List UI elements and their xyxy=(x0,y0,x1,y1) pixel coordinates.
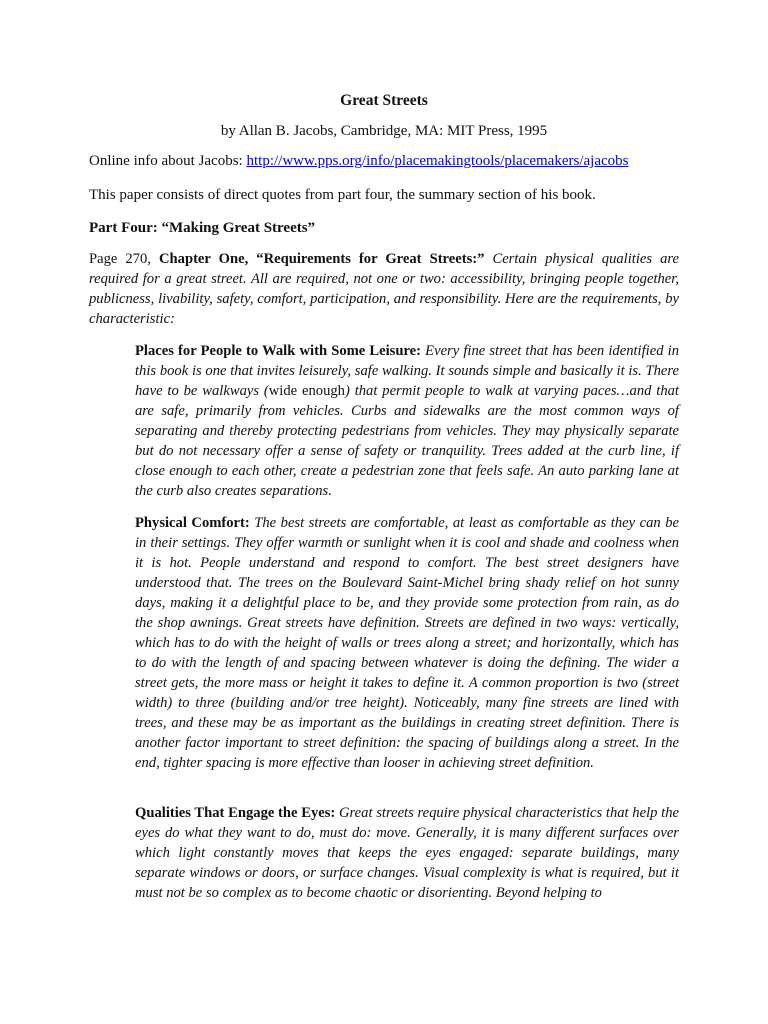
chapter-text: Certain physical qualities are required for a great street. All are required, not one or two: accessibility, bringing people together, publicness, livability, safety, comfort, participation, and responsibility. Here are the requirements, by characteristic: xyxy=(89,251,679,327)
page-reference: Page 270, xyxy=(89,251,159,267)
section-text: Every fine street that has been identified in this book is one that invites leisurely, safe walking. It sounds simple and basically it is. There have to be walkways ( xyxy=(135,343,679,399)
jacobs-info-link[interactable]: http://www.pps.org/info/placemakingtools/placemakers/ajacobs xyxy=(246,153,629,169)
section-text-continued: ) that permit people to walk at varying paces…and that are safe, primarily from vehicles. Curbs and sidewalks are the most common ways of separating and thereby protecting pedestrians from vehicles. They may physically separate but do not necessary offer a sense of safety or tranquility. Trees added at the curb line, if close enough to each other, create a pedestrian zone that feels safe. An auto parking lane at the curb also creates separations. xyxy=(135,383,679,499)
byline: by Allan B. Jacobs, Cambridge, MA: MIT Press, 1995 xyxy=(220,123,548,139)
section-walk-leisure xyxy=(135,341,679,501)
part-heading: Part Four: “Making Great Streets” xyxy=(89,220,316,236)
section-engage-eyes xyxy=(135,803,679,903)
section-heading: Physical Comfort: xyxy=(135,515,250,531)
section-upright-text: wide enough xyxy=(268,383,345,399)
chapter-paragraph xyxy=(89,249,679,329)
intro-text: This paper consists of direct quotes from part four, the summary section of his book. xyxy=(89,187,596,203)
document-title: Great Streets xyxy=(340,92,428,109)
section-heading: Qualities That Engage the Eyes: xyxy=(135,805,336,821)
section-text: The best streets are comfortable, at least as comfortable as they can be in their settings. They offer warmth or sunlight when it is cool and shade and coolness when it is hot. People understand and respond to comfort. The best street designers have understood that. The trees on the Boulevard Saint-Michel bring shady relief on hot sunny days, making it a delightful place to be, and they provide some protection from rain, as do the shop awnings. Great streets have definition. Streets are defined in two ways: vertically, which has to do with the height of walls or trees along a street; and horizontally, which has to do with the length of and spacing between whatever is doing the defining. The wider a street gets, the more mass or height it takes to define it. A common proportion is two (street width) to three (building and/or tree height). Noticeably, many fine streets are lined with trees, and these may be as important as the buildings in creating street definition. There is another factor important to street definition: the spacing of buildings along a street. In the end, tighter spacing is more effective than looser in achieving street definition. xyxy=(135,515,679,771)
chapter-title: Chapter One, “Requirements for Great Streets:” xyxy=(159,251,485,267)
section-physical-comfort xyxy=(135,513,679,773)
section-text: Great streets require physical characteristics that help the eyes do what they want to do, must do: move. Generally, it is many different surfaces over which light constantly moves that keeps the eyes engaged: separate buildings, many separate windows or doors, or surface changes. Visual complexity is what is required, but it must not be so complex as to become chaotic or disorienting. Beyond helping to xyxy=(135,805,679,901)
online-info-label: Online info about Jacobs: xyxy=(89,153,247,169)
online-info-line xyxy=(89,152,628,170)
section-heading: Places for People to Walk with Some Leisure: xyxy=(135,343,422,359)
